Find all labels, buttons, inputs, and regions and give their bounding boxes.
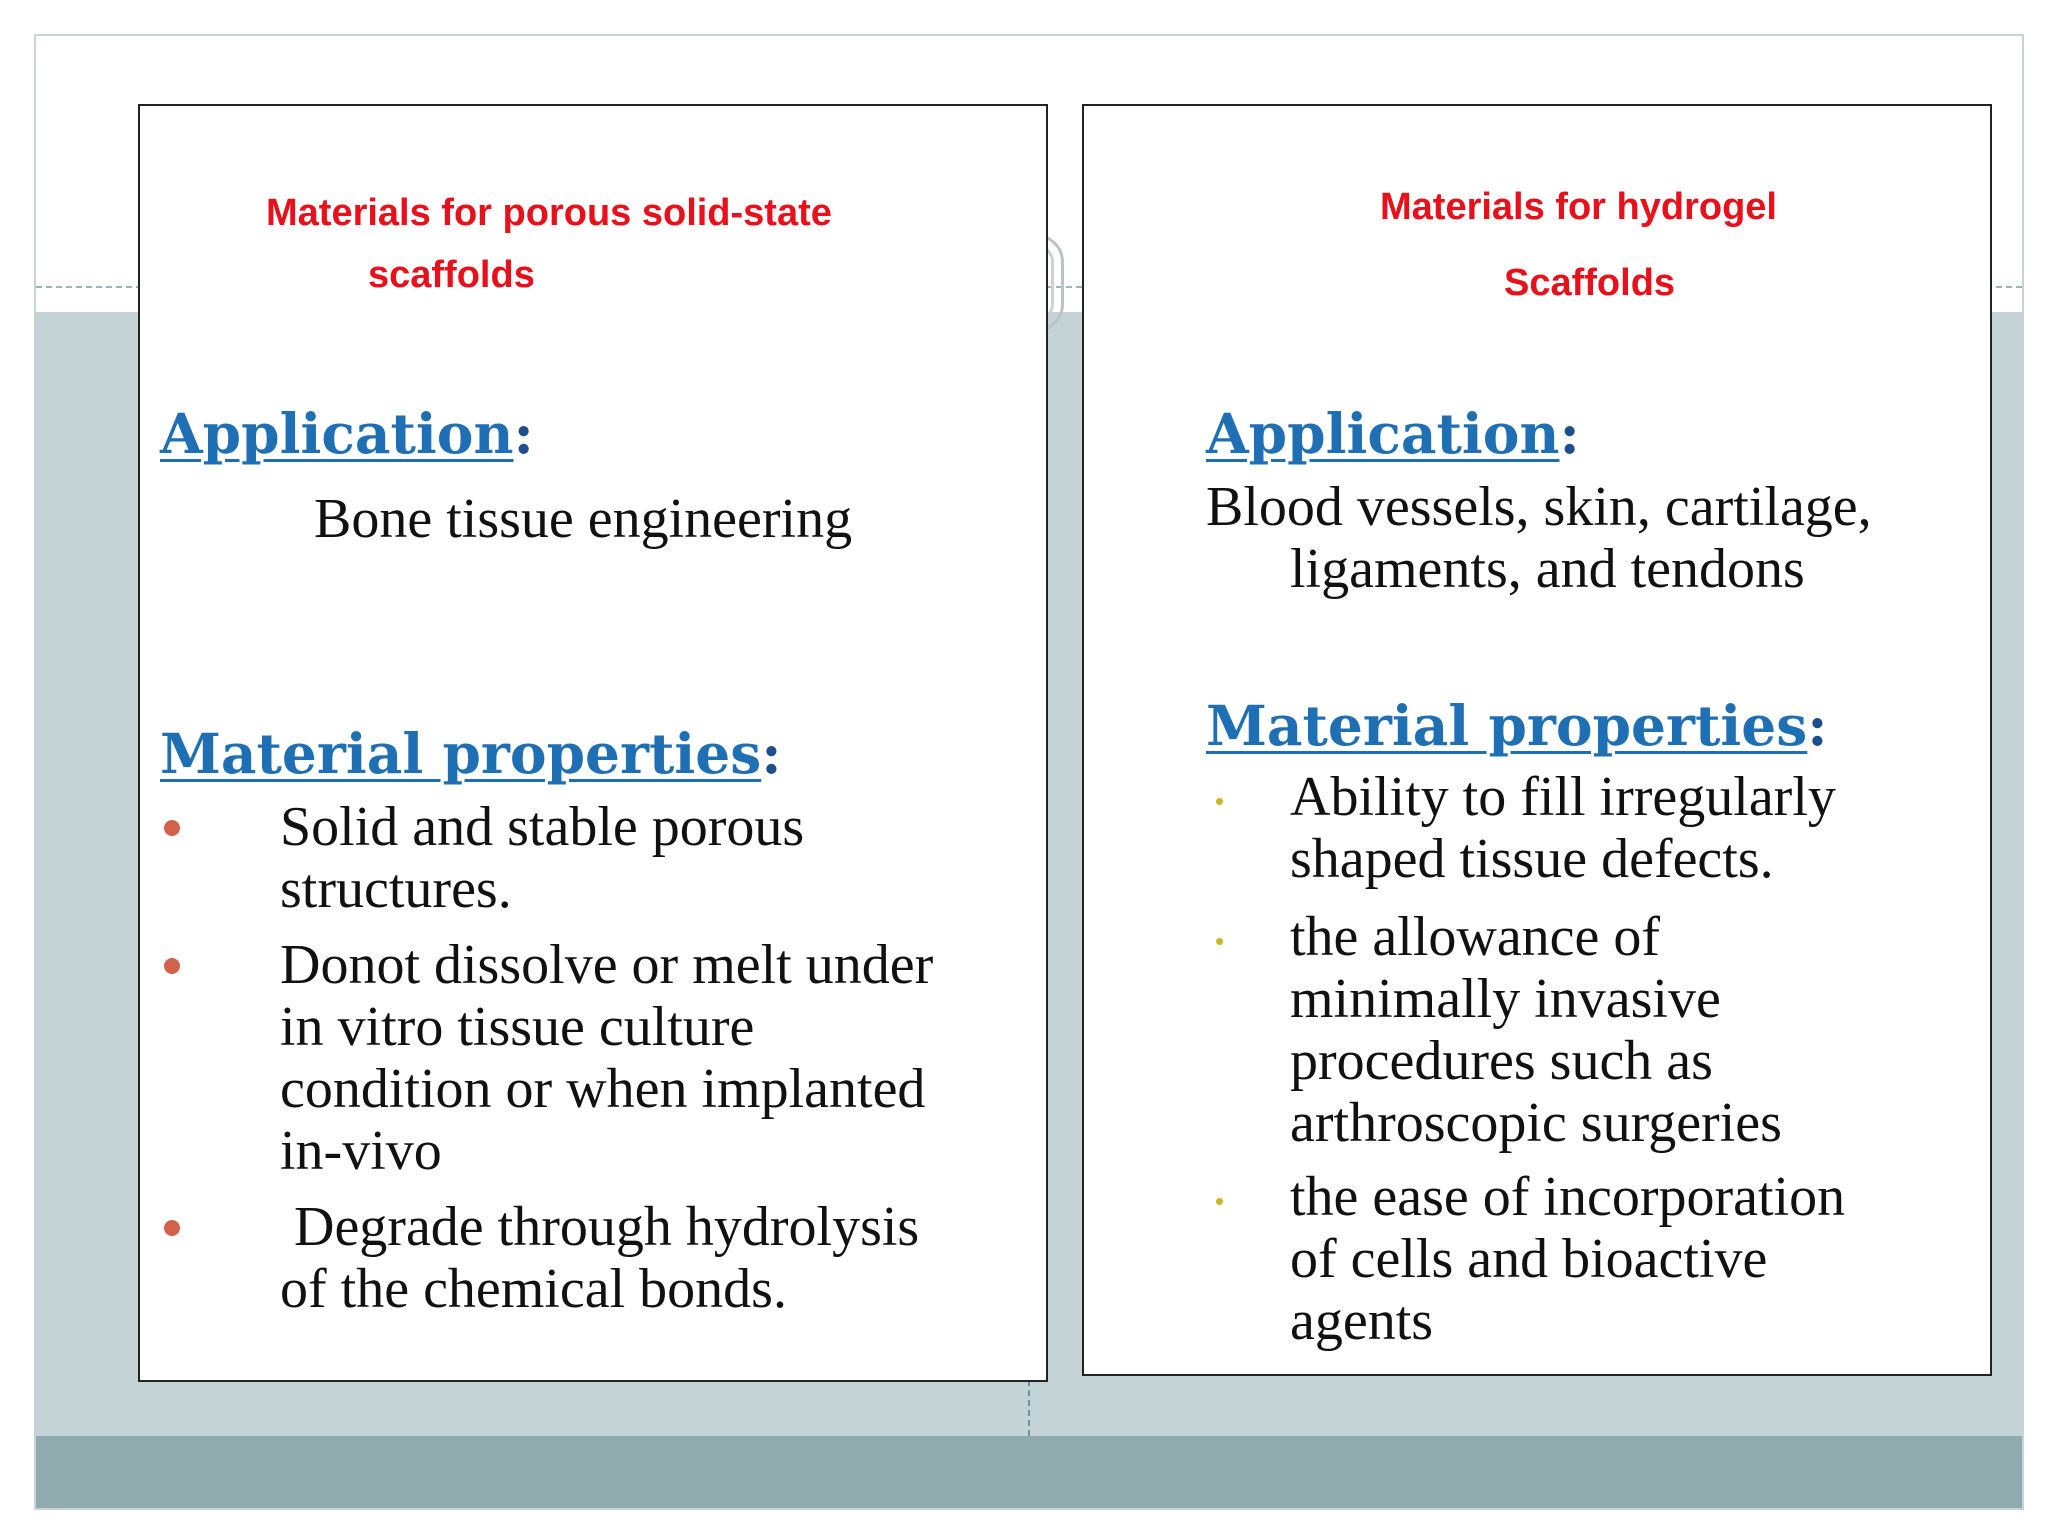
left-bullet-1-dot-icon [164,820,180,836]
right-card-hydrogel-scaffolds [1082,104,1992,1376]
left-application-link[interactable]: Application [160,401,514,466]
right-bullet-2-dot-icon [1216,938,1223,945]
left-bullet-3-dot-icon [164,1220,180,1236]
left-title-line-1: Materials for porous solid-state [266,192,832,234]
left-title-line-2: scaffolds [368,254,535,296]
left-application-text: Bone tissue engineering [314,488,853,550]
left-bullet-2: Donot dissolve or melt under in vitro tissue culture condition or when implanted in-vivo [280,934,934,1182]
slide [34,34,2024,1510]
right-properties-heading: Material properties: [1206,693,1828,758]
right-bullet-3-dot-icon [1216,1198,1223,1205]
left-bullet-3: Degrade through hydrolysis of the chemical bonds. [280,1196,920,1320]
footer-band [36,1436,2022,1508]
right-application-heading: Application: [1206,401,1580,466]
right-application-link[interactable]: Application [1206,401,1560,466]
left-application-heading: Application: [160,401,534,466]
right-title-line-1: Materials for hydrogel [1380,186,1777,228]
right-bullet-1: Ability to fill irregularly shaped tissue defects. [1290,766,1836,890]
right-bullet-1-dot-icon [1216,798,1223,805]
left-card-porous-scaffolds [138,104,1048,1382]
right-title-line-2: Scaffolds [1504,262,1676,304]
right-bullet-2: the allowance of minimally invasive procedures such as arthroscopic surgeries [1290,906,1782,1154]
right-application-text: Blood vessels, skin, cartilage, ligaments, and tendons [1206,476,1872,600]
right-bullet-3: the ease of incorporation of cells and bioactive agents [1290,1166,1846,1352]
left-properties-heading: Material properties: [160,721,782,786]
left-properties-link[interactable]: Material properties [160,721,762,786]
left-bullet-1: Solid and stable porous structures. [280,796,805,920]
left-bullet-2-dot-icon [164,958,180,974]
right-properties-link[interactable]: Material properties [1206,693,1808,758]
